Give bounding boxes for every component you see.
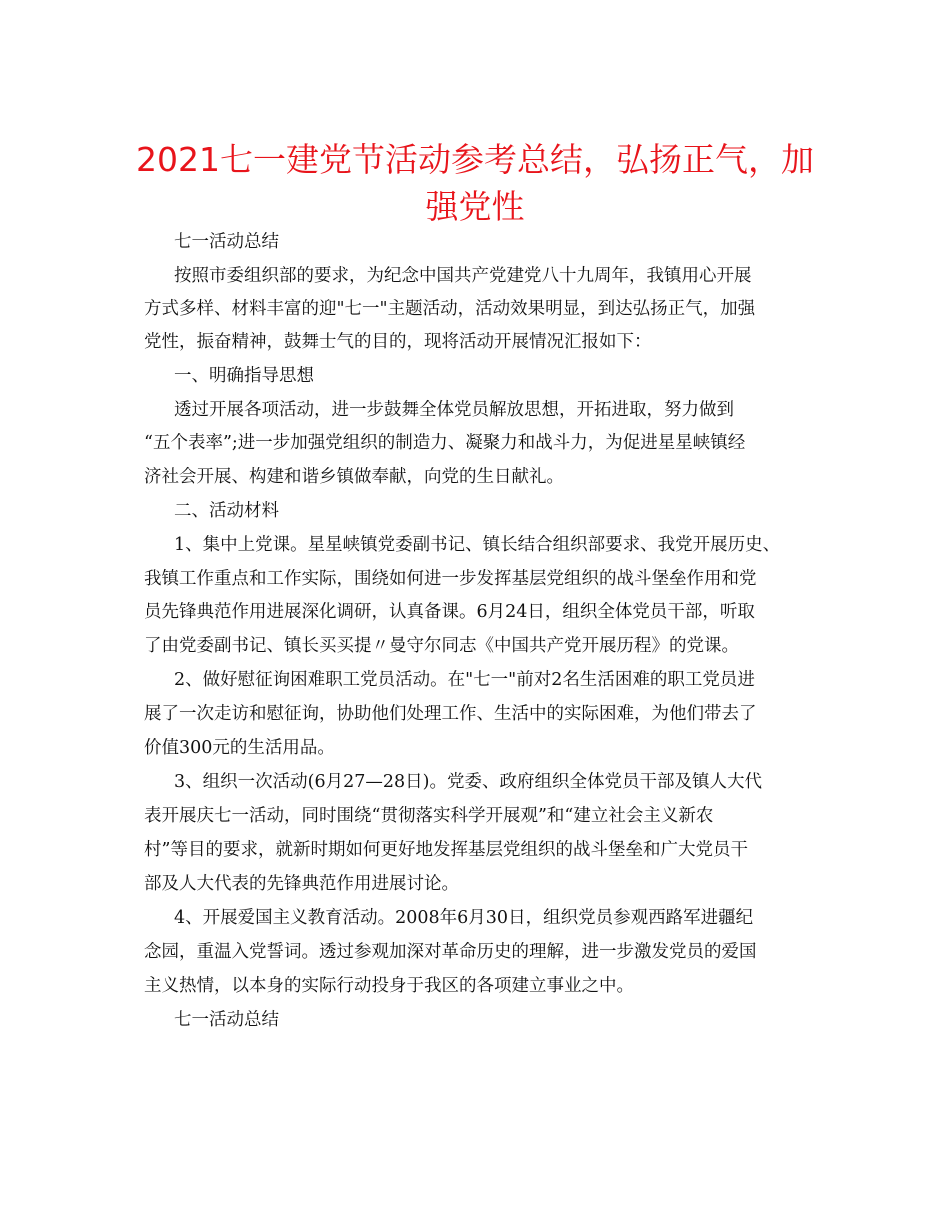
paragraph-line: 了由党委副书记、镇长买买提〃曼守尔同志《中国共产党开展历程》的党课。 — [144, 636, 739, 656]
paragraph-line: 4、开展爱国主义教育活动。2008年6月30日，组织党员参观西路军进疆纪 — [174, 908, 754, 928]
paragraph-line: 透过开展各项活动，进一步鼓舞全体党员解放思想，开拓进取，努力做到 — [174, 400, 734, 420]
paragraph-line: 员先锋典范作用进展深化调研，认真备课。6月24日，组织全体党员干部，听取 — [144, 602, 755, 622]
section-heading: 七一活动总结 — [174, 232, 279, 252]
document-title — [130, 136, 820, 230]
paragraph-line: 按照市委组织部的要求，为纪念中国共产党建党八十九周年，我镇用心开展 — [174, 266, 752, 286]
paragraph-line: 价值300元的生活用品。 — [144, 738, 335, 758]
paragraph-line: 方式多样、材料丰富的迎"七一"主题活动，活动效果明显，到达弘扬正气，加强 — [144, 299, 756, 319]
paragraph-line: 主义热情，以本身的实际行动投身于我区的各项建立事业之中。 — [144, 976, 634, 996]
title-line-1: 2021七一建党节活动参考总结，弘扬正气，加 — [136, 140, 814, 179]
paragraph-line: 2、做好慰征询困难职工党员活动。在"七一"前对2名生活困难的职工党员进 — [174, 670, 755, 690]
paragraph-line: 念园，重温入党誓词。透过参观加深对革命历史的理解，进一步激发党员的爱国 — [144, 942, 757, 962]
paragraph-line: 表开展庆七一活动，同时围绕“贯彻落实科学开展观”和“建立社会主义新农 — [144, 806, 714, 826]
paragraph-line: 村”等目的要求，就新时期如何更好地发挥基层党组织的战斗堡垒和广大党员干 — [144, 840, 748, 860]
paragraph-line: 1、集中上党课。星星峡镇党委副书记、镇长结合组织部要求、我党开展历史、 — [174, 535, 781, 555]
paragraph-line: “五个表率”;进一步加强党组织的制造力、凝聚力和战斗力，为促进星星峡镇经 — [144, 433, 746, 453]
section-heading: 七一活动总结 — [174, 1010, 279, 1030]
paragraph-line: 展了一次走访和慰征询，协助他们处理工作、生活中的实际困难，为他们带去了 — [144, 704, 757, 724]
title-line-2: 强党性 — [425, 187, 525, 226]
section-heading: 一、明确指导思想 — [174, 366, 314, 386]
section-heading: 二、活动材料 — [174, 501, 279, 521]
paragraph-line: 3、组织一次活动(6月27—28日)。党委、政府组织全体党员干部及镇人大代 — [174, 772, 762, 792]
paragraph-line: 部及人大代表的先锋典范作用进展讨论。 — [144, 874, 459, 894]
paragraph-line: 济社会开展、构建和谐乡镇做奉献，向党的生日献礼。 — [144, 467, 564, 487]
paragraph-line: 党性，振奋精神，鼓舞士气的目的，现将活动开展情况汇报如下： — [144, 332, 652, 352]
paragraph-line: 我镇工作重点和工作实际，围绕如何进一步发挥基层党组织的战斗堡垒作用和党 — [144, 569, 757, 589]
